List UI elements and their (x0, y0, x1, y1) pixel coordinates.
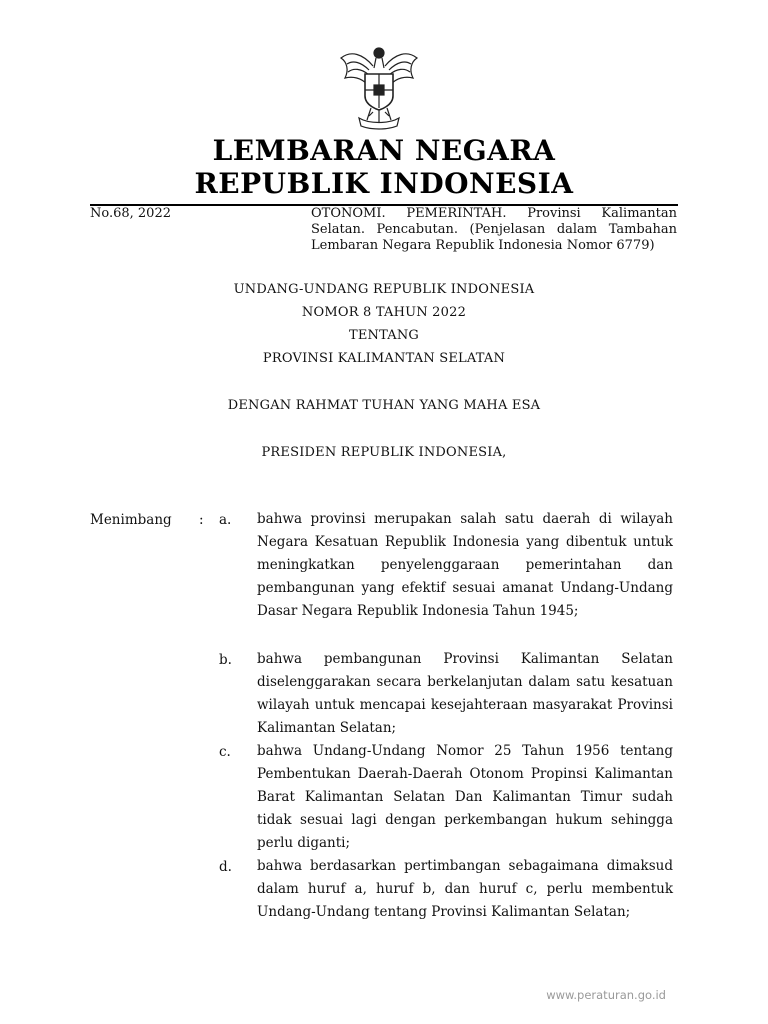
garuda-emblem-icon (333, 44, 425, 132)
blessing-line: DENGAN RAHMAT TUHAN YANG MAHA ESA (227, 398, 541, 413)
considering-label: Menimbang (90, 512, 172, 528)
gazette-number: No.68, 2022 (90, 206, 171, 221)
gazette-title-line1: LEMBARAN NEGARA (212, 134, 556, 167)
considering-colon: : (199, 512, 204, 528)
gazette-title-line2: REPUBLIK INDONESIA (194, 167, 574, 200)
law-number: NOMOR 8 TAHUN 2022 (301, 305, 467, 320)
consideration-item-c: bahwa Undang-Undang Nomor 25 Tahun 1956 tentang Pembentukan Daerah-Daerah Otonom Propinsi Kalimantan Barat Kalimantan Selatan Dan Kalimantan Timur sudah tidak sesuai lagi dengan perkembangan hukum sehingga perlu diganti; (257, 743, 673, 851)
consideration-item-b: bahwa pembangunan Provinsi Kalimantan Selatan diselenggarakan secara berkelanjutan dalam satu kesatuan wilayah untuk mencapai kesejahteraan masyarakat Provinsi Kalimantan Selatan; (257, 651, 673, 736)
law-subject: PROVINSI KALIMANTAN SELATAN (262, 351, 506, 366)
law-about: TENTANG (348, 328, 420, 343)
consideration-item-d: bahwa berdasarkan pertimbangan sebagaimana dimaksud dalam huruf a, huruf b, dan huruf c, perlu membentuk Undang-Undang tentang Provinsi Kalimantan Selatan; (257, 858, 673, 920)
consideration-letter-d: d. (219, 859, 232, 875)
consideration-letter-b: b. (219, 652, 232, 668)
footer-watermark: www.peraturan.go.id (546, 988, 666, 1002)
president-line: PRESIDEN REPUBLIK INDONESIA, (261, 445, 507, 460)
gazette-description: OTONOMI. PEMERINTAH. Provinsi Kalimantan Selatan. Pencabutan. (Penjelasan dalam Tambahan Lembaran Negara Republik Indonesia Nomor 6779) (311, 206, 677, 253)
consideration-item-a: bahwa provinsi merupakan salah satu daerah di wilayah Negara Kesatuan Republik Indonesia yang dibentuk untuk meningkatkan penyelenggaraan pemerintahan dan pembangunan yang efektif sesuai amanat Undang-Undang Dasar Negara Republik Indonesia Tahun 1945; (257, 511, 673, 619)
consideration-letter-c: c. (219, 744, 231, 760)
consideration-letter-a: a. (219, 512, 232, 528)
law-heading: UNDANG-UNDANG REPUBLIK INDONESIA (233, 282, 535, 297)
